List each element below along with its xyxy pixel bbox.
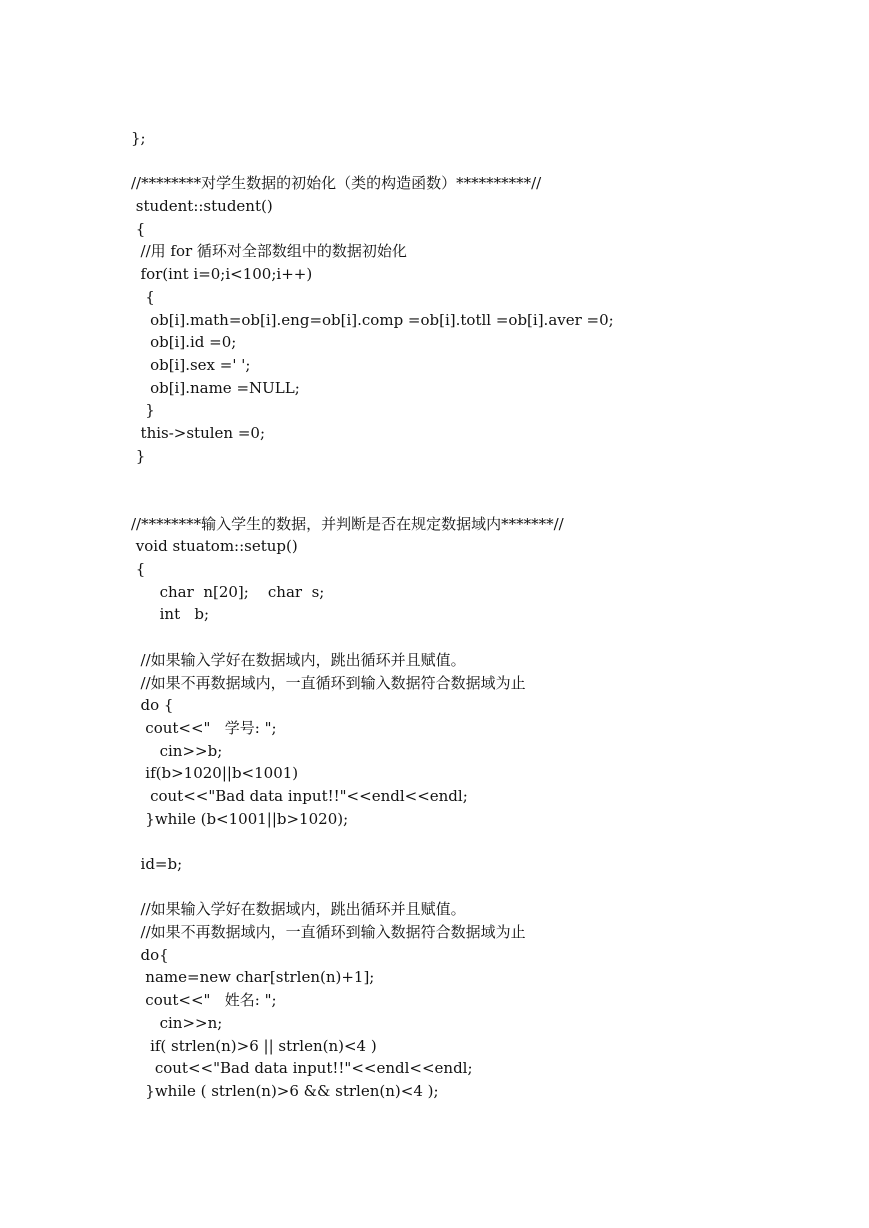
code-line: //如果输入学好在数据域内，跳出循环并且赋值。 (131, 900, 466, 919)
code-line: student::student() (131, 197, 273, 216)
code-line: } (131, 446, 146, 465)
code-line: { (131, 287, 155, 306)
code-line: ob[i].math=ob[i].eng=ob[i].comp =ob[i].totll =ob[i].aver =0; (131, 310, 614, 329)
code-line: }while (b<1001||b>1020); (131, 809, 349, 828)
code-line: do { (131, 696, 174, 715)
code-line: { (131, 560, 146, 579)
code-line (131, 626, 614, 649)
code-line: cin>>b; (131, 741, 223, 760)
code-line: cout<<" 姓名: "; (131, 991, 277, 1010)
code-line: ob[i].id =0; (131, 333, 237, 352)
code-line: cin>>n; (131, 1013, 223, 1032)
code-line: cout<<"Bad data input!!"<<endl<<endl; (131, 1059, 473, 1078)
code-line: int b; (131, 605, 210, 624)
code-line: //如果不再数据域内，一直循环到输入数据符合数据域为止 (131, 673, 526, 692)
code-listing (131, 127, 614, 1103)
code-line: ob[i].sex =' '; (131, 355, 251, 374)
code-line: this->stulen =0; (131, 423, 266, 442)
code-line (131, 490, 614, 513)
code-line (131, 150, 614, 173)
code-line: //用 for 循环对全部数组中的数据初始化 (131, 242, 407, 261)
code-line (131, 467, 614, 490)
code-line: cout<<"Bad data input!!"<<endl<<endl; (131, 786, 468, 805)
code-line: do{ (131, 945, 169, 964)
code-line: } (131, 401, 155, 420)
code-line: }while ( strlen(n)>6 && strlen(n)<4 ); (131, 1081, 439, 1100)
code-line: //如果输入学好在数据域内，跳出循环并且赋值。 (131, 650, 466, 669)
code-line: name=new char[strlen(n)+1]; (131, 968, 375, 987)
code-line: if(b>1020||b<1001) (131, 764, 299, 783)
code-line: char n[20]; char s; (131, 582, 325, 601)
code-line: //如果不再数据域内，一直循环到输入数据符合数据域为止 (131, 923, 526, 942)
code-line: { (131, 219, 146, 238)
code-line: //********输入学生的数据，并判断是否在规定数据域内*******// (131, 514, 564, 533)
code-line: id=b; (131, 855, 183, 873)
code-line: ob[i].name =NULL; (131, 378, 300, 397)
code-line: }; (131, 129, 146, 147)
code-line: if( strlen(n)>6 || strlen(n)<4 ) (131, 1036, 377, 1055)
code-line: for(int i=0;i<100;i++) (131, 265, 313, 284)
code-line: //********对学生数据的初始化（类的构造函数）**********// (131, 174, 542, 193)
code-line (131, 876, 614, 899)
code-line (131, 830, 614, 853)
code-line: cout<<" 学号: "; (131, 718, 277, 737)
code-line: void stuatom::setup() (131, 537, 298, 556)
